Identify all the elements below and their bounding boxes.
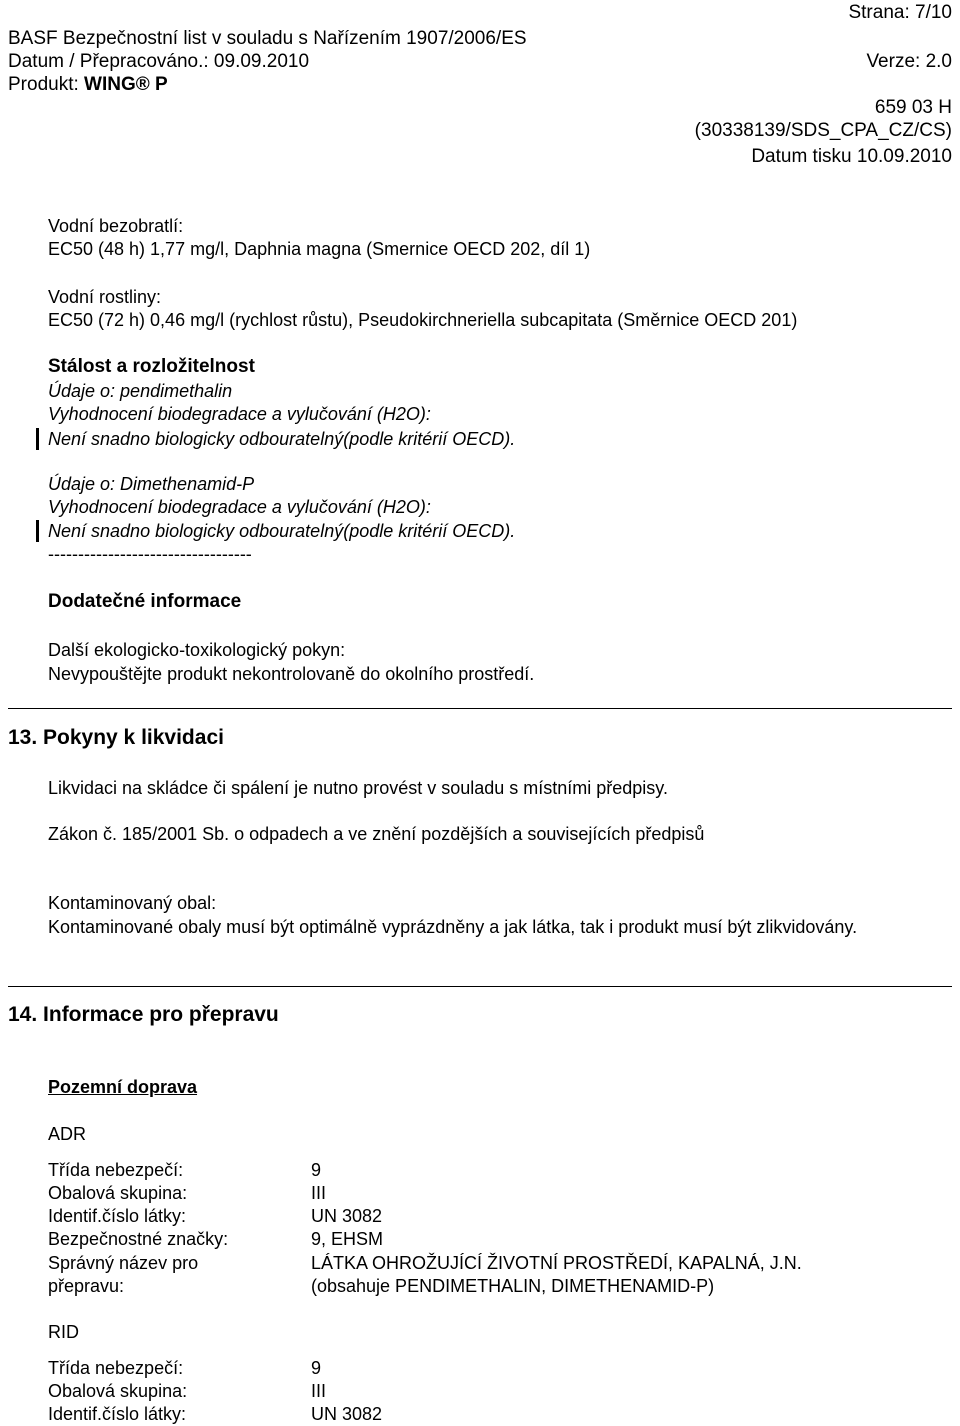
- rid-hazard-class-value: 9: [311, 1358, 322, 1378]
- section13-title: 13. Pokyny k likvidaci: [8, 726, 224, 749]
- adr-id-label: Identif.číslo látky:: [48, 1206, 187, 1226]
- revision-date: Datum / Přepracováno.: 09.09.2010: [8, 51, 310, 72]
- print-date: Datum tisku 10.09.2010: [751, 146, 952, 167]
- adr-name-label: Správný název pro: [48, 1253, 199, 1273]
- plants-title: Vodní rostliny:: [48, 287, 162, 307]
- other-label: Další ekologicko-toxikologický pokyn:: [48, 640, 346, 660]
- adr-hazard-class-value: 9: [311, 1160, 322, 1180]
- adr-packing-group-label: Obalová skupina:: [48, 1183, 188, 1203]
- page-number: Strana: 7/10: [848, 2, 952, 23]
- adr-signs-value: 9, EHSM: [311, 1229, 384, 1249]
- adr-name-value-cont: (obsahuje PENDIMETHALIN, DIMETHENAMID-P): [311, 1276, 715, 1296]
- change-bar: [36, 520, 39, 542]
- adr-name-value: LÁTKA OHROŽUJÍCÍ ŽIVOTNÍ PROSTŘEDÍ, KAPALNÁ, J.N.: [311, 1253, 802, 1273]
- sheet-title: BASF Bezpečnostní list v souladu s Nařízením 1907/2006/ES: [8, 28, 527, 49]
- land-transport-heading: Pozemní doprava: [48, 1077, 198, 1097]
- product-line: [8, 75, 168, 94]
- change-bar: [36, 428, 39, 450]
- packaging-label: Kontaminovaný obal:: [48, 893, 217, 913]
- other-value: Nevypouštějte produkt nekontrolovaně do okolního prostředí.: [48, 664, 535, 684]
- law-text: Zákon č. 185/2001 Sb. o odpadech a ve znění pozdějších a souvisejících předpisů: [48, 824, 705, 844]
- section-rule: [8, 986, 952, 987]
- adr-signs-label: Bezpečnostné značky:: [48, 1229, 229, 1249]
- persistence-heading: Stálost a rozložitelnost: [48, 356, 255, 377]
- adr-name-label-cont: přepravu:: [48, 1276, 125, 1296]
- section-rule: [8, 708, 952, 709]
- section14-title: 14. Informace pro přepravu: [8, 1003, 279, 1026]
- rid-packing-group-value: III: [311, 1381, 327, 1401]
- item2-eval: Vyhodnocení biodegradace a vylučování (H2O):: [48, 497, 431, 517]
- rid-id-label: Identif.číslo látky:: [48, 1404, 187, 1424]
- item1-result: Není snadno biologicky odbouratelný(podle kritérií OECD).: [48, 429, 516, 449]
- adr-id-value: UN 3082: [311, 1206, 383, 1226]
- product-label: Produkt:: [8, 74, 79, 95]
- invertebrates-value: EC50 (48 h) 1,77 mg/l, Daphnia magna (Smernice OECD 202, díl 1): [48, 239, 591, 259]
- rid-id-value: UN 3082: [311, 1404, 383, 1424]
- disposal-text: Likvidaci na skládce či spálení je nutno provést v souladu s místními předpisy.: [48, 778, 668, 798]
- rid-hazard-class-label: Třída nebezpečí:: [48, 1358, 184, 1378]
- plants-value: EC50 (72 h) 0,46 mg/l (rychlost růstu), Pseudokirchneriella subcapitata (Směrnice OECD 201): [48, 310, 798, 330]
- additional-heading: Dodatečné informace: [48, 591, 242, 612]
- item1-subject: Údaje o: pendimethalin: [48, 381, 233, 401]
- adr-hazard-class-label: Třída nebezpečí:: [48, 1160, 184, 1180]
- packaging-text: Kontaminované obaly musí být optimálně vyprázdněny a jak látka, tak i produkt musí být zlikvidovány.: [48, 917, 858, 937]
- product-code: 659 03 H: [874, 97, 952, 118]
- sds-code: (30338139/SDS_CPA_CZ/CS): [694, 120, 952, 141]
- adr-label: ADR: [48, 1124, 87, 1144]
- item2-subject: Údaje o: Dimethenamid-P: [48, 474, 255, 494]
- version: Verze: 2.0: [866, 51, 952, 72]
- item1-eval: Vyhodnocení biodegradace a vylučování (H2O):: [48, 404, 431, 424]
- separator-dashes: ----------------------------------: [48, 544, 252, 564]
- rid-packing-group-label: Obalová skupina:: [48, 1381, 188, 1401]
- item2-result: Není snadno biologicky odbouratelný(podle kritérií OECD).: [48, 521, 516, 541]
- adr-packing-group-value: III: [311, 1183, 327, 1203]
- invertebrates-title: Vodní bezobratlí:: [48, 216, 184, 236]
- product-name: WING® P: [84, 74, 168, 95]
- rid-label: RID: [48, 1322, 79, 1342]
